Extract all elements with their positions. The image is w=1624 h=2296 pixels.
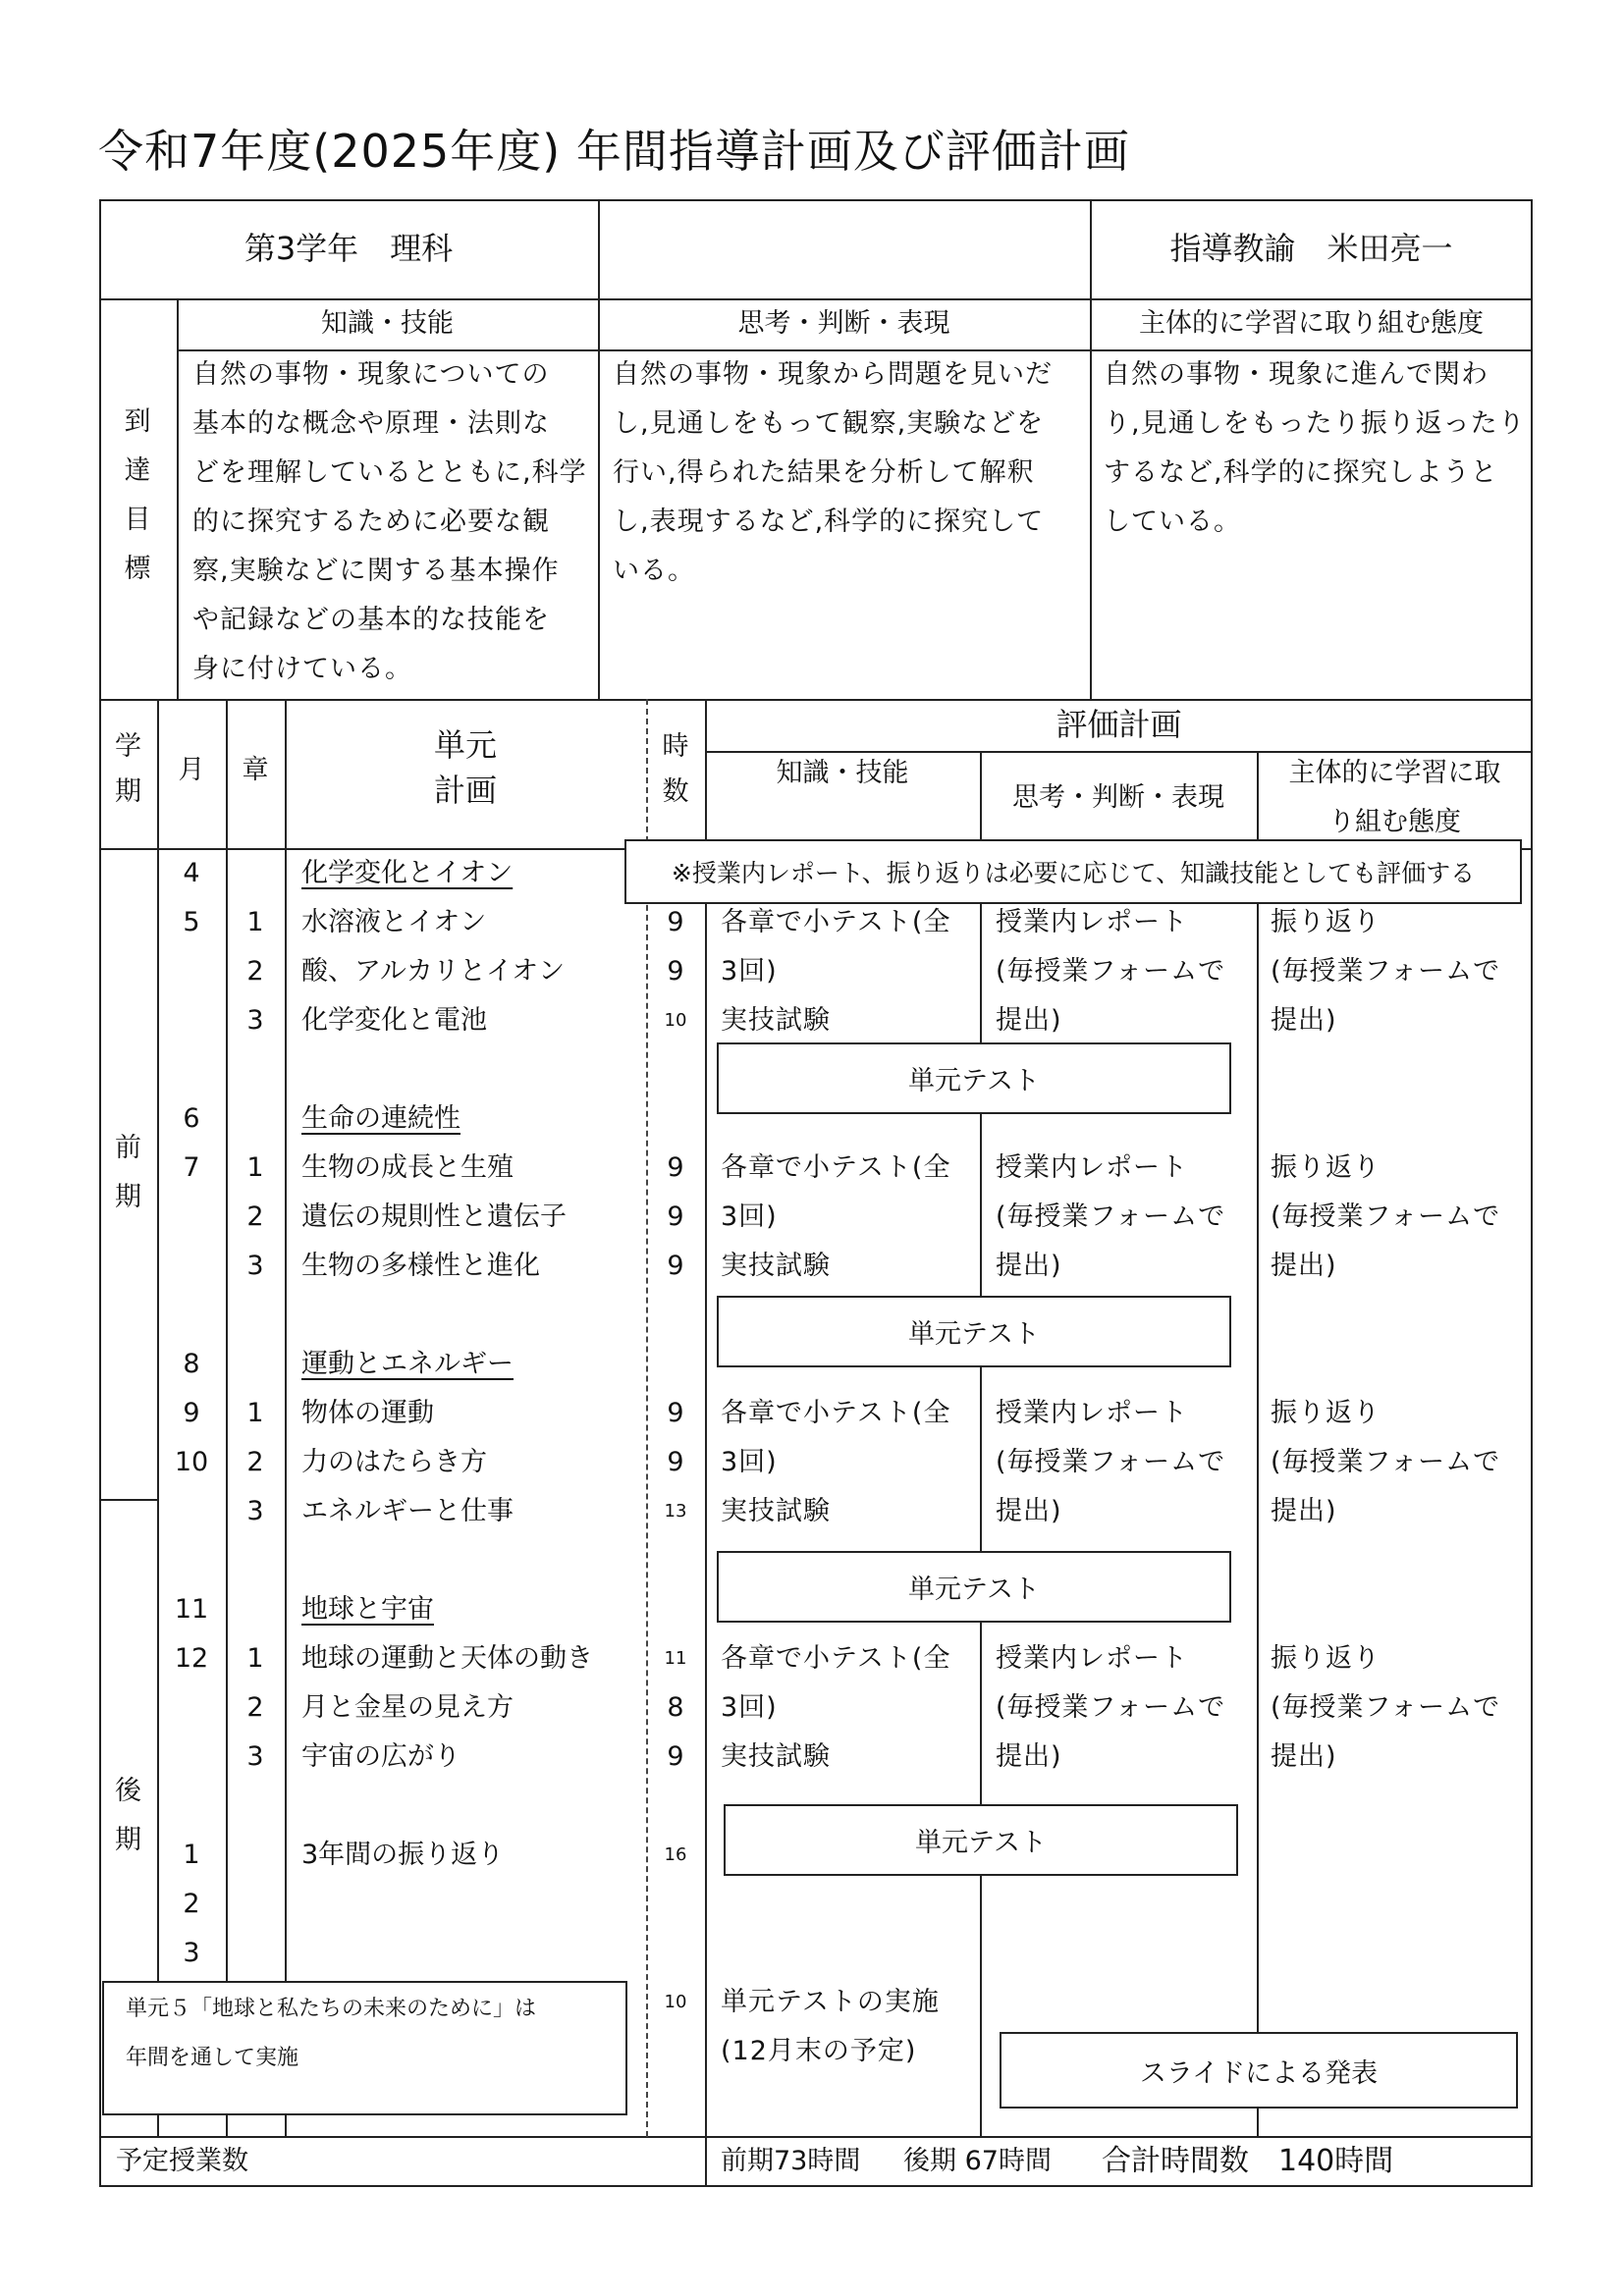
chapter-hours: 11	[664, 1648, 687, 1669]
goals-label: 到達目標	[124, 406, 151, 584]
chapter-hours: 9	[667, 956, 684, 987]
chapter-num: 2	[246, 1692, 264, 1723]
chapter-name: 酸、アルカリとイオン	[301, 956, 566, 987]
eval-knowledge: 各章で小テスト(全 3回) 実技試験	[721, 1643, 951, 1772]
chapter-hours: 9	[667, 907, 684, 937]
goals-col-divider-1	[598, 298, 600, 700]
header-col-divider-1	[598, 199, 600, 299]
chapter-hours: 9	[667, 1152, 684, 1183]
grade-subject: 第3学年 理科	[244, 230, 454, 267]
chapter-hours: 9	[667, 1398, 684, 1428]
chapter-num: 2	[246, 956, 264, 987]
chapter-name: 地球の運動と天体の動き	[301, 1643, 593, 1674]
chapter-num: 1	[246, 1398, 264, 1428]
unit-title: 化学変化とイオン	[301, 858, 514, 888]
month-label: 6	[183, 1103, 200, 1134]
eval-thinking: 授業内レポート (毎授業フォームで 提出)	[996, 907, 1226, 1036]
chapter-name: 化学変化と電池	[301, 1005, 487, 1036]
unit-test-box: 単元テスト	[724, 1804, 1238, 1876]
goals-heading-knowledge: 知識・技能	[321, 308, 454, 339]
eval-attitude: 振り返り (毎授業フォームで 提出)	[1271, 1643, 1501, 1772]
unit5-note: 単元５「地球と私たちの未来のために」は 年間を通して実施	[102, 1981, 627, 2115]
chapter-num: 1	[246, 907, 264, 937]
col-eval-knowledge: 知識・技能	[776, 758, 909, 788]
eval-thinking: 授業内レポート (毎授業フォームで 提出)	[996, 1152, 1226, 1281]
chapter-name: 遺伝の規則性と遺伝子	[301, 1201, 567, 1232]
notice-box: ※授業内レポート、振り返りは必要に応じて、知識技能としても評価する	[624, 839, 1522, 904]
chapter-hours: 8	[667, 1692, 684, 1723]
chapter-name: 水溶液とイオン	[301, 907, 487, 937]
unit-title: 地球と宇宙	[301, 1594, 434, 1625]
chapter-name: 物体の運動	[301, 1398, 434, 1428]
chapter-name: 月と金星の見え方	[301, 1692, 514, 1723]
unit-test-box: 単元テスト	[717, 1551, 1231, 1623]
chapter-name: 力のはたらき方	[301, 1447, 487, 1477]
eval-attitude: 振り返り (毎授業フォームで 提出)	[1271, 1398, 1501, 1526]
chapter-num: 2	[246, 1447, 264, 1477]
month-label: 3	[183, 1938, 200, 1968]
chapter-num: 1	[246, 1152, 264, 1183]
unit-title: 生命の連続性	[301, 1103, 460, 1134]
footer-first-term: 前期73時間	[721, 2146, 861, 2176]
chapter-name: 宇宙の広がり	[301, 1741, 460, 1772]
month-label: 2	[183, 1889, 200, 1919]
chapter-name: エネルギーと仕事	[301, 1496, 514, 1526]
chapter-num: 3	[246, 1496, 264, 1526]
col-eval-thinking: 思考・判断・表現	[1012, 782, 1224, 813]
eval-thinking: 授業内レポート (毎授業フォームで 提出)	[996, 1643, 1226, 1772]
footer-label: 予定授業数	[116, 2146, 248, 2176]
month-label: 7	[183, 1152, 200, 1183]
month-label: 1	[183, 1840, 200, 1870]
goals-heading-attitude: 主体的に学習に取り組む態度	[1139, 308, 1484, 339]
eval-col-divider-2	[1257, 751, 1259, 2137]
goals-label-divider	[177, 298, 179, 700]
unit-test-box: 単元テスト	[717, 1042, 1231, 1114]
chapter-hours: 9	[667, 1447, 684, 1477]
page-title: 令和7年度(2025年度) 年間指導計画及び評価計画	[98, 125, 1130, 178]
chapter-name: 生物の成長と生殖	[301, 1152, 514, 1183]
eval-knowledge: 各章で小テスト(全 3回) 実技試験	[721, 907, 951, 1036]
chapter-num: 3	[246, 1005, 264, 1036]
eval-attitude: 振り返り (毎授業フォームで 提出)	[1271, 907, 1501, 1036]
term-first: 前期	[115, 1133, 141, 1212]
chapter-hours: 9	[667, 1741, 684, 1772]
chapter-col-divider	[285, 699, 287, 2137]
eval-knowledge: 各章で小テスト(全 3回) 実技試験	[721, 1152, 951, 1281]
footer-total: 合計時間数 140時間	[1102, 2144, 1394, 2178]
chapter-hours: 13	[664, 1501, 687, 1522]
month-label: 12	[174, 1643, 209, 1674]
goals-col-divider-2	[1090, 298, 1092, 700]
eval-thinking: 授業内レポート (毎授業フォームで 提出)	[996, 1398, 1226, 1526]
teacher-name: 指導教諭 米田亮一	[1169, 230, 1453, 267]
chapter-hours: 9	[667, 1251, 684, 1281]
col-unit-plan: 単元 計画	[433, 726, 497, 809]
month-label: 11	[174, 1594, 209, 1625]
chapter-num: 3	[246, 1741, 264, 1772]
chapter-num: 3	[246, 1251, 264, 1281]
goals-text-attitude: 自然の事物・現象に進んで関わ り,見通しをもったり振り返ったり するなど,科学的に探究しようと している。	[1104, 359, 1526, 537]
col-chapter: 章	[242, 755, 269, 785]
chapter-hours: 10	[664, 1010, 687, 1031]
chapter-num: 1	[246, 1643, 264, 1674]
term-divider	[99, 1499, 158, 1501]
eval-col-divider-1	[980, 751, 982, 2137]
chapter-num: 2	[246, 1201, 264, 1232]
col-hours: 時数	[662, 731, 689, 807]
goals-heading-thinking: 思考・判断・表現	[737, 308, 950, 339]
month-label: 4	[183, 858, 200, 888]
presentation-box: スライドによる発表	[1000, 2032, 1518, 2109]
month-label: 8	[183, 1349, 200, 1379]
month-label: 9	[183, 1398, 200, 1428]
footer-second-term: 後期 67時間	[903, 2146, 1052, 2176]
final-hours: 10	[664, 1992, 687, 2012]
review-name: 3年間の振り返り	[301, 1840, 505, 1870]
term-second: 後期	[115, 1776, 141, 1855]
goals-text-knowledge: 自然の事物・現象についての 基本的な概念や原理・法則な どを理解しているとともに,科学 的に探究するために必要な観 察,実験などに関する基本操作 や記録などの基本的な技能を 身に付けている。	[192, 359, 587, 684]
eval-knowledge: 各章で小テスト(全 3回) 実技試験	[721, 1398, 951, 1526]
chapter-name: 生物の多様性と進化	[301, 1251, 540, 1281]
col-term: 学期	[115, 731, 141, 807]
goals-text-thinking: 自然の事物・現象から問題を見いだ し,見通しをもって観察,実験などを 行い,得られた結果を分析して解釈 し,表現するなど,科学的に探究して いる。	[613, 359, 1053, 586]
unit-title: 運動とエネルギー	[301, 1349, 514, 1379]
month-label: 10	[174, 1447, 209, 1477]
eval-attitude: 振り返り (毎授業フォームで 提出)	[1271, 1152, 1501, 1281]
col-eval-plan: 評価計画	[1056, 706, 1182, 743]
month-label: 5	[183, 907, 200, 937]
chapter-hours: 9	[667, 1201, 684, 1232]
final-test-text: 単元テストの実施 (12月末の予定)	[721, 1987, 940, 2066]
col-month: 月	[178, 755, 205, 785]
col-eval-attitude: 主体的に学習に取 り組む態度	[1288, 758, 1501, 837]
unit-test-box: 単元テスト	[717, 1296, 1231, 1367]
review-hours: 16	[664, 1844, 687, 1865]
hours-col-divider	[705, 699, 707, 2187]
